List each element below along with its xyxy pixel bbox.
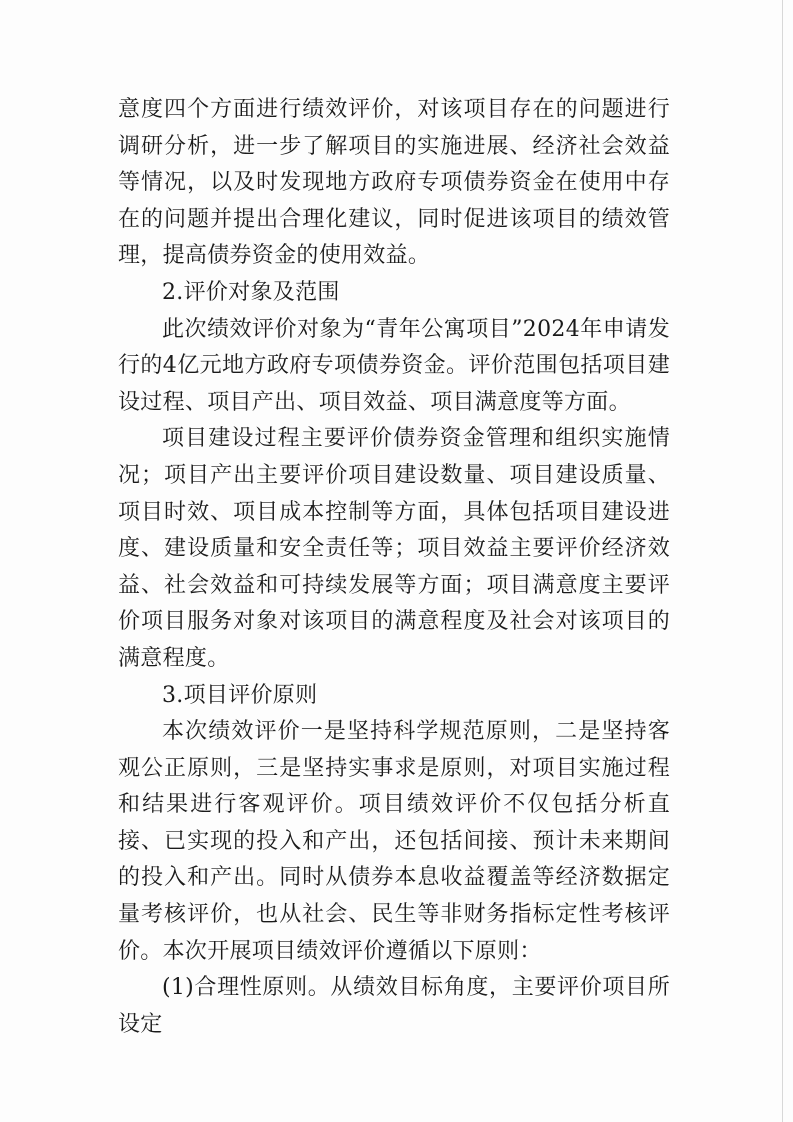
paragraph-continuation: 意度四个方面进行绩效评价，对该项目存在的问题进行调研分析，进一步了解项目的实施进展、经济社会效益等情况，以及时发现地方政府专项债券资金在使用中存在的问题并提出合理化建议，同时促进该项目的绩效管理，提高债券资金的使用效益。 [118, 97, 670, 269]
paragraph-evaluation-content: 项目建设过程主要评价债券资金管理和组织实施情况；项目产出主要评价项目建设数量、项目建设质量、项目时效、项目成本控制等方面，具体包括项目建设进度、建设质量和安全责任等；项目效益主要评价经济效益、社会效益和可持续发展等方面；项目满意度主要评价项目服务对象对该项目的满意程度及社会对该项目的满意程度。 [118, 426, 670, 671]
section-heading-evaluation-scope: 2.评价对象及范围 [162, 279, 340, 305]
page-edge-line [782, 0, 783, 1122]
paragraph-evaluation-object: 此次绩效评价对象为“青年公寓项目”2024年申请发行的4亿元地方政府专项债券资金。评价范围包括项目建设过程、项目产出、项目效益、项目满意度等方面。 [118, 316, 670, 415]
section-heading-evaluation-principles: 3.项目评价原则 [162, 682, 318, 708]
body-text [118, 92, 670, 1043]
paragraph-rationality-principle: (1)合理性原则。从绩效目标角度，主要评价项目所设定 [118, 975, 670, 1037]
paragraph-principles: 本次绩效评价一是坚持科学规范原则，二是坚持客观公正原则，三是坚持实事求是原则，对项目实施过程和结果进行客观评价。项目绩效评价不仅包括分析直接、已实现的投入和产出，还包括间接、预计未来期间的投入和产出。同时从债券本息收益覆盖等经济数据定量考核评价，也从社会、民生等非财务指标定性考核评价。本次开展项目绩效评价遵循以下原则： [118, 719, 670, 964]
